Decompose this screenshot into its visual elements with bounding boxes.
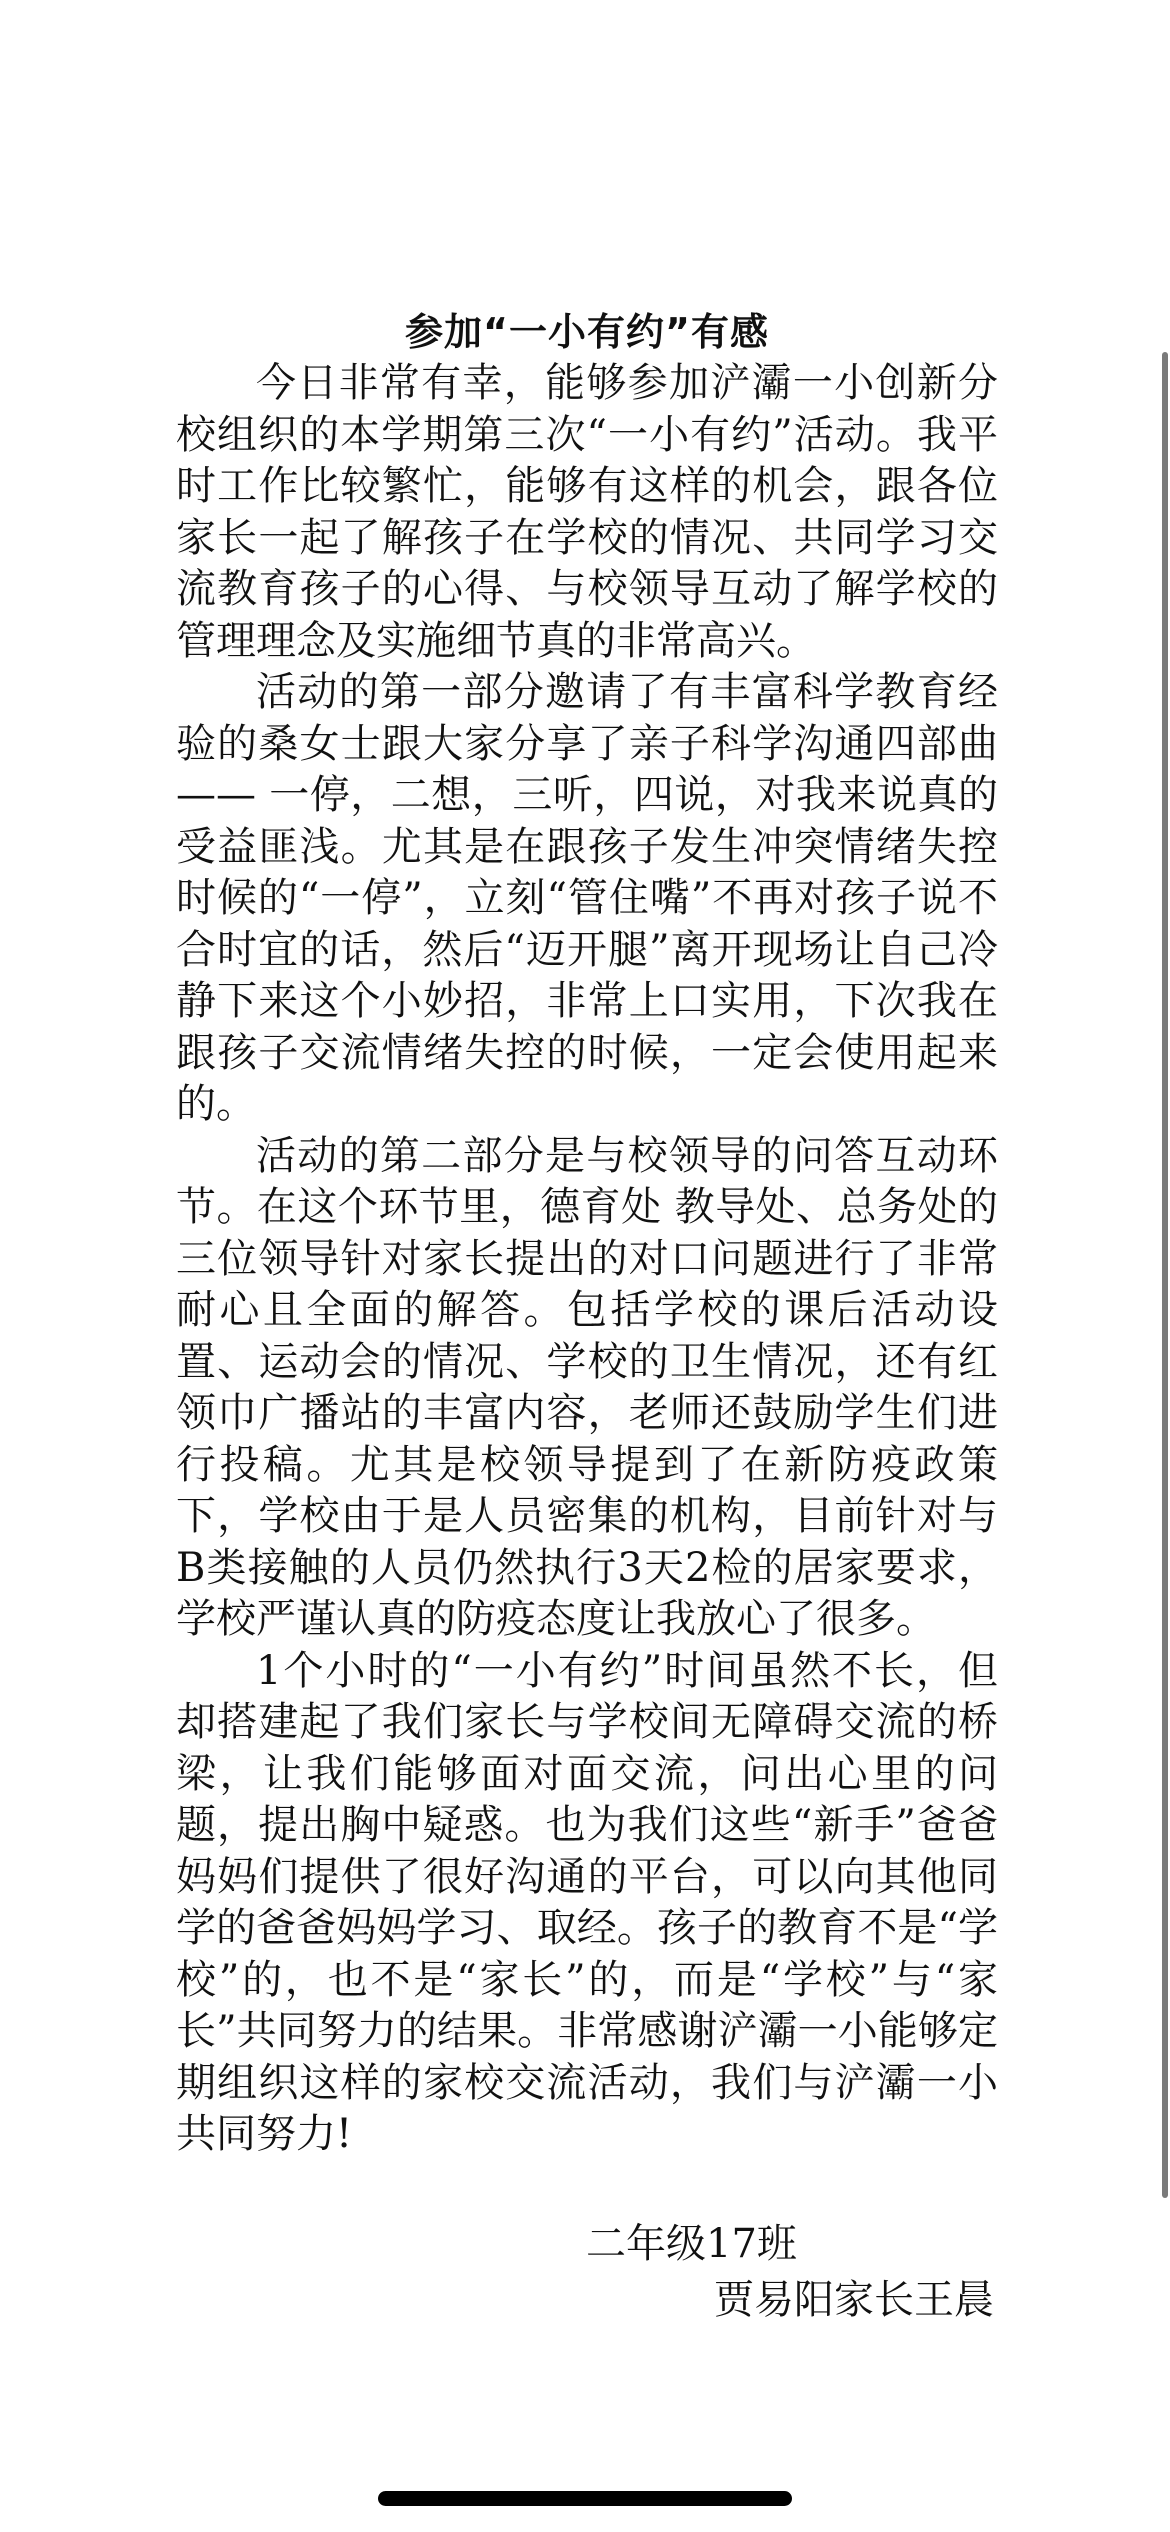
paragraph-4: 1个小时的“一小有约”时间虽然不长，但却搭建起了我们家长与学校间无障碍交流的桥梁，让我们能够面对面交流，问出心里的问题，提出胸中疑惑。也为我们这些“新手”爸爸妈妈们提供了很好沟通的平台，可以向其他同学的爸爸妈妈学习、取经。孩子的教育不是“学校”的，也不是“家长”的，而是“学校”与“家长”共同努力的结果。非常感谢浐灞一小能够定期组织这样的家校交流活动，我们与浐灞一小共同努力!	[176, 1647, 998, 2157]
paragraph-3: 活动的第二部分是与校领导的问答互动环节。在这个环节里，德育处 教导处、总务处的三位领导针对家长提出的对口问题进行了非常耐心且全面的解答。包括学校的课后活动设置、运动会的情况、学校的卫生情况，还有红领巾广播站的丰富内容，老师还鼓励学生们进行投稿。尤其是校领导提到了在新防疫政策下，学校由于是人员密集的机构，目前针对与B类接触的人员仍然执行3天2检的居家要求，学校严谨认真的防疫态度让我放心了很多。	[176, 1132, 998, 1642]
paragraph-1: 今日非常有幸，能够参加浐灞一小创新分校组织的本学期第三次“一小有约”活动。我平时工作比较繁忙，能够有这样的机会，跟各位家长一起了解孩子在学校的情况、共同学习交流教育孩子的心得、与校领导互动了解学校的管理理念及实施细节真的非常高兴。	[176, 360, 998, 664]
signature-class: 二年级17班	[586, 2221, 797, 2267]
article-body	[176, 306, 998, 2161]
article-title: 参加“一小有约”有感	[405, 310, 769, 354]
signature-author: 贾易阳家长王晨	[714, 2277, 994, 2323]
home-indicator[interactable]	[378, 2491, 792, 2506]
vertical-scrollbar[interactable]	[1162, 352, 1168, 2198]
paragraph-2: 活动的第一部分邀请了有丰富科学教育经验的桑女士跟大家分享了亲子科学沟通四部曲—— 一停，二想，三听，四说，对我来说真的受益匪浅。尤其是在跟孩子发生冲突情绪失控时候的“一停”，立刻“管住嘴”不再对孩子说不合时宜的话，然后“迈开腿”离开现场让自己冷静下来这个小妙招，非常上口实用，下次我在跟孩子交流情绪失控的时候，一定会使用起来的。	[176, 669, 998, 1127]
